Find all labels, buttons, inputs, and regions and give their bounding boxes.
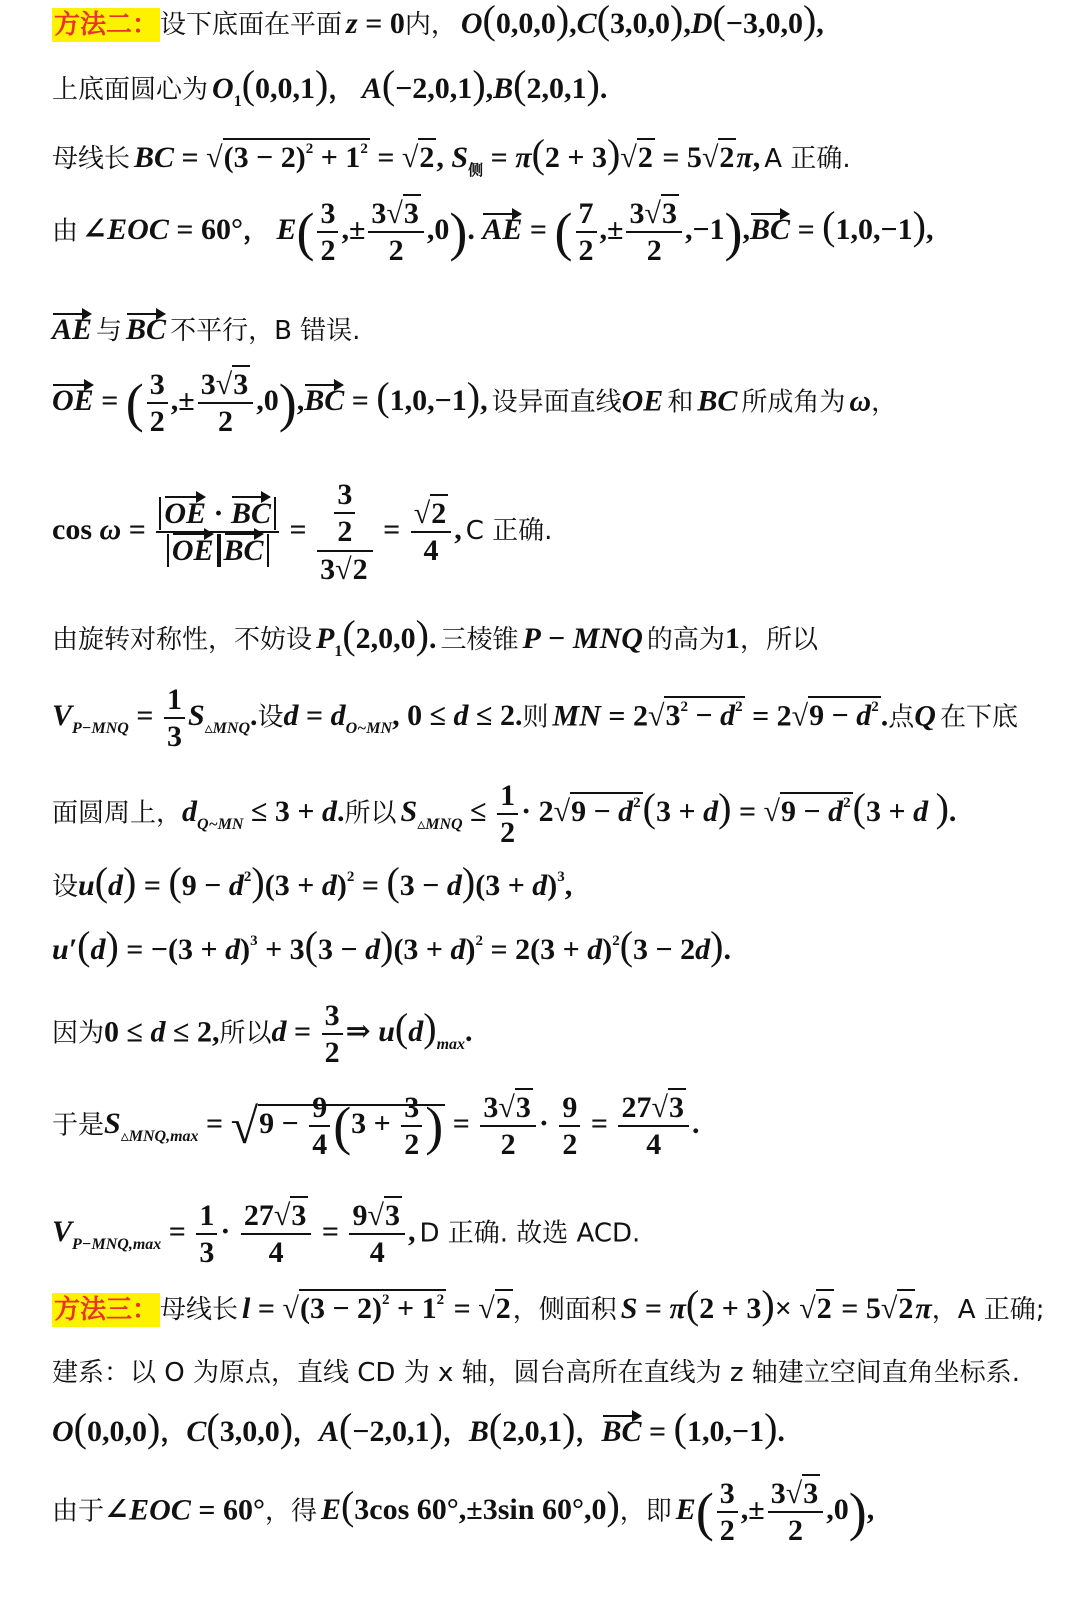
m2-text: 由旋转对称性，不妨设 xyxy=(52,625,313,655)
formula: z xyxy=(346,7,358,40)
formula: $V_{P-MNQ}$ = $\frac{1}{3}$ $S_{▵MNQ}$. xyxy=(52,683,258,754)
vec-bc: BC xyxy=(126,313,167,346)
m2-text: ，所以 xyxy=(739,625,818,655)
formula: $V_{P-MNQ,max}$ = $\frac{1}{3}$ · $\frac{27√3}{4}$ = $\frac{9√3}{4}$ , xyxy=(52,1215,415,1248)
m2-line10: 面圆周上，$d_{Q\sim MN} \le 3 + d$.所以 $S_{▵MNQ}$ ≤ $\frac{1}{2}$ · $2√9 - d^2(3 + d) = √9 - d^2(3 + d$ ). xyxy=(52,779,957,850)
m2-text: 所以 xyxy=(344,798,397,829)
m2-text: 设下底面在平面 xyxy=(160,10,343,40)
m2-sep: 内， xyxy=(404,10,457,40)
m2-line12 xyxy=(52,923,731,968)
formula: OE = ( $\frac{3}{2}$ ,± $\frac{3√3}{2}$ ,0),BC = (1,0,−1), xyxy=(52,384,488,417)
m2-text: 与 xyxy=(96,316,123,346)
m2-line15 xyxy=(52,1198,640,1271)
m2-line8: 由旋转对称性，不妨设 $P_1(2,0,0)$. 三棱锥 P − MNQ 的高为1，所以 xyxy=(52,612,818,660)
m3-text: 由于 xyxy=(52,1496,105,1527)
formula: $u'(d) = -(3 + d)^3 + 3(3 - d)(3 + d)^2 = 2(3 + d)^2(3 - 2d)$. xyxy=(52,923,731,968)
m2-line5 xyxy=(52,310,360,347)
m2-line14: 于是$S_{▵MNQ,max} = √9$ − $\frac{9}{4}$ (3 + $\frac{3}{2}$ ) = $\frac{3√3}{2}$ · $\frac{9}{2}$ = $\frac{27√3}{4}$ . xyxy=(52,1090,699,1163)
m3-text: 母线长 xyxy=(160,1295,239,1325)
m2-line11: 设$u(d) = (9 - d^2)(3 + d)^2 = (3 - d)(3 + d)^3$, xyxy=(52,859,573,904)
answer-a: A 正确. xyxy=(764,144,851,174)
m3-line1: 方法三：母线长 $l = √(3 - 2)^2 + 1^2 = √2$，侧面积 S = π(2 + 3)× √2 = 5√2π，A 正确; xyxy=(54,1282,1045,1327)
formula-cos: cos ω = $\frac{OE \cdot BC}{\text{OE BC}}$ = $\frac{\frac{3}{2}}{3√2}$ = $\frac{√2}{4}$ , xyxy=(52,478,462,586)
m2-text: 点 xyxy=(888,702,915,733)
m2-text: 在下底 xyxy=(939,702,1018,733)
m3-text: ，侧面积 xyxy=(512,1295,617,1325)
method2-label: 方法二： xyxy=(54,10,159,40)
answer-c: C 正确. xyxy=(465,515,553,546)
m2-line6: OE = ( $\frac{3}{2}$ ,± $\frac{3√3}{2}$ ,0),BC = (1,0,−1), 设异面直线OE 和 BC 所成角为 ω， xyxy=(52,367,897,440)
m2-text: 设 xyxy=(257,702,284,733)
formula: O(0,0,0)，C(3,0,0)，A(−2,0,1)，B(2,0,1)，BC = (1,0,−1). xyxy=(52,1405,785,1450)
m2-text: 母线长 xyxy=(52,144,131,174)
m2-line13: 因为0 ≤ d ≤ 2,所以d = $\frac{3}{2}$ ⇒ $u(d)_{max}$. xyxy=(52,999,473,1070)
m2-text: 三棱锥 xyxy=(440,625,519,655)
m2-line3 xyxy=(52,131,851,180)
m2-line9: $V_{P-MNQ}$ = $\frac{1}{3}$ $S_{▵MNQ}$.设$d = d_{O\sim MN}$, 0 ≤ d ≤ 2.则 MN = $2√3^2 - d^2 = 2√9 - d^2$.点Q 在下底 xyxy=(52,683,1018,754)
m2-text: 所以 xyxy=(219,1018,272,1049)
formula: $O_1(0,0,1)$， A(−2,0,1),B(2,0,1). xyxy=(212,62,608,110)
m2-text: 的高为 xyxy=(646,625,725,655)
formula: $P_1(2,0,0)$. xyxy=(316,612,437,660)
formula: BC = $√(3 - 2)^2 + 1^2 = √2$, $S_侧 = \pi(2 + 3)√2 = 5√2\pi$, xyxy=(134,131,761,179)
m2-text: 设异面直线 xyxy=(491,387,622,418)
vec-ae: AE xyxy=(52,313,93,346)
answer-d: D 正确. 故选 ACD. xyxy=(419,1218,641,1249)
m3-answer: ，A 正确; xyxy=(931,1295,1045,1325)
m3-text: 建系：以 O 为原点，直线 CD 为 x 轴，圆台高所在直线为 z 轴建立空间直角坐标系. xyxy=(52,1358,1021,1388)
m2-line4 xyxy=(52,196,933,269)
m2-text: 则 xyxy=(522,702,549,733)
m3-line4: 由于∠EOC = 60°，得 E(3cos 60°,±3sin 60°,0)，即 E( $\frac{3}{2}$ ,± $\frac{3√3}{2}$ ,0), xyxy=(52,1476,874,1549)
m3-text: ，得 xyxy=(264,1496,317,1527)
m2-text: 上底面圆心为 xyxy=(52,75,209,105)
m2-text: 设 xyxy=(52,872,79,902)
m2-text: 于是 xyxy=(52,1110,105,1141)
m2-text: 因为 xyxy=(52,1018,105,1049)
m2-and: 和 xyxy=(667,387,694,418)
m2-line2 xyxy=(52,62,608,111)
method3-label: 方法三： xyxy=(54,1295,159,1325)
m2-line7 xyxy=(52,477,552,587)
formula: ∠EOC = 60°， E( $\frac{3}{2}$ ,± $\frac{3√3}{2}$ ,0). AE = ( $\frac{7}{2}$ ,± $\frac{3√3}{2}$ ,−1),BC = (1,0,−1), xyxy=(82,213,933,246)
m3-line3 xyxy=(52,1405,785,1450)
m3-line2 xyxy=(52,1352,1020,1389)
m2-line1: 方法二：设下底面在平面 z = 0内， O(0,0,0),C(3,0,0),D(−3,0,0), xyxy=(54,0,824,42)
m2-text: 由 xyxy=(52,216,79,247)
answer-b: 不平行，B 错误. xyxy=(170,316,361,346)
m3-text: ，即 xyxy=(619,1496,672,1527)
formula-points: O(0,0,0),C(3,0,0),D(−3,0,0), xyxy=(460,0,824,42)
m2-text-end: 所成角为 xyxy=(741,387,846,418)
m2-text: 面圆周上， xyxy=(52,798,183,829)
s-side: 侧 xyxy=(468,161,484,179)
